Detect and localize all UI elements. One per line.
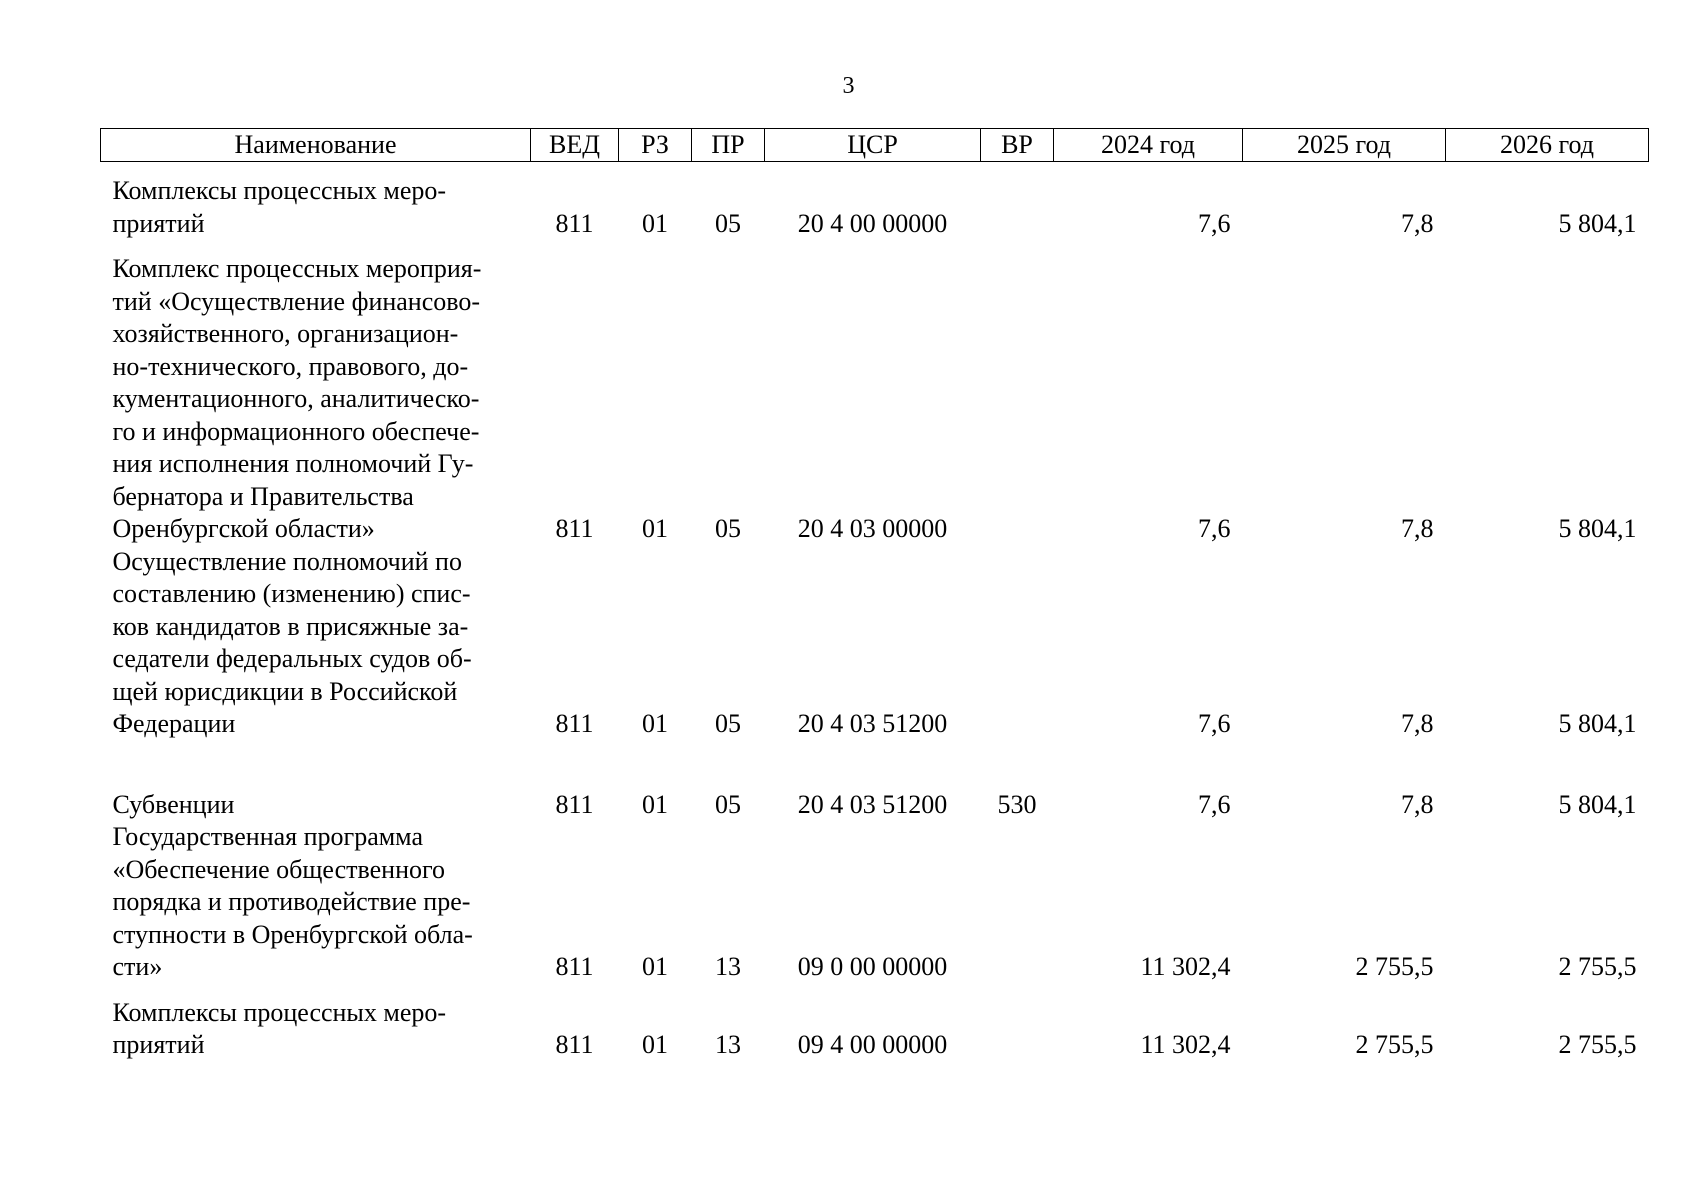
row-name-line: ния исполнения полномочий Гу- [112, 449, 474, 478]
row-ved: 811 [555, 1030, 594, 1059]
row-name-line: Комплексы процессных меро- [112, 997, 447, 1027]
table-row [101, 741, 1649, 822]
row-rz: 01 [642, 208, 668, 238]
row-name-line: приятий [112, 1030, 205, 1059]
row-name [101, 546, 531, 741]
row-2025: 2 755,5 [1355, 1030, 1434, 1059]
row-ved: 811 [555, 514, 594, 543]
row-name-line: Государственная программа [112, 822, 424, 851]
row-name-line: Субвенции [112, 789, 235, 819]
row-2026: 2 755,5 [1558, 952, 1637, 981]
row-2026: 5 804,1 [1558, 789, 1637, 819]
header-pr: ПР [692, 129, 765, 162]
row-2025: 7,8 [1401, 208, 1434, 238]
row-name-line: «Обеспечение общественного [112, 854, 446, 884]
row-2024: 7,6 [1198, 789, 1231, 819]
table-row [101, 984, 1649, 1062]
table-row [101, 240, 1649, 546]
header-2025: 2025 год [1243, 129, 1446, 162]
row-csr: 09 0 00 00000 [797, 952, 948, 981]
row-name [101, 741, 531, 822]
header-csr: ЦСР [765, 129, 981, 162]
header-2024: 2024 год [1054, 129, 1243, 162]
row-name-line: сти» [112, 952, 163, 981]
header-2026: 2026 год [1446, 129, 1649, 162]
row-rz: 01 [642, 709, 668, 738]
row-2026: 5 804,1 [1558, 514, 1637, 543]
page-number: 3 [842, 73, 855, 99]
row-2024: 7,6 [1198, 208, 1231, 238]
row-2024: 11 302,4 [1140, 952, 1231, 981]
row-name-line: приятий [112, 208, 205, 238]
row-name-line: седатели федеральных судов об- [112, 644, 472, 673]
row-vr [981, 162, 1054, 241]
row-name-line: бернатора и Правительства [112, 481, 414, 511]
row-pr: 05 [715, 709, 741, 738]
row-2026: 5 804,1 [1558, 208, 1637, 238]
row-vr [981, 240, 1054, 546]
budget-table [100, 128, 1649, 1062]
row-pr: 05 [715, 789, 741, 819]
row-2025: 7,8 [1401, 709, 1434, 738]
row-pr: 05 [715, 208, 741, 238]
row-2026: 5 804,1 [1558, 709, 1637, 738]
row-name-line: но-технического, правового, до- [112, 351, 469, 381]
row-name-line: хозяйственного, организацион- [112, 319, 459, 348]
row-name-line: Комплекс процессных мероприя- [112, 254, 482, 283]
row-2024: 7,6 [1198, 709, 1231, 738]
row-name [101, 984, 531, 1062]
row-csr: 20 4 00 00000 [797, 208, 948, 238]
row-name-line: составлению (изменению) спис- [112, 579, 471, 608]
row-rz: 01 [642, 789, 668, 819]
row-name-line: тий «Осуществление финансово- [112, 286, 481, 316]
row-name [101, 821, 531, 984]
row-ved: 811 [555, 952, 594, 981]
row-ved: 811 [555, 709, 594, 738]
row-name-line: го и информационного обеспече- [112, 416, 480, 446]
row-vr [981, 821, 1054, 984]
row-name-line: порядка и противодействие пре- [112, 887, 471, 916]
table-header-row [101, 129, 1649, 162]
table-row [101, 162, 1649, 241]
row-name-line: Комплексы процессных меро- [112, 176, 447, 205]
row-name-line: ков кандидатов в присяжные за- [112, 611, 469, 641]
table-row [101, 546, 1649, 741]
header-ved: ВЕД [531, 129, 619, 162]
row-pr: 13 [715, 1030, 741, 1059]
row-ved: 811 [555, 789, 594, 819]
row-2025: 2 755,5 [1355, 952, 1434, 981]
header-rz: РЗ [619, 129, 692, 162]
row-vr [981, 984, 1054, 1062]
row-rz: 01 [642, 952, 668, 981]
row-csr: 20 4 03 00000 [797, 514, 948, 543]
row-2024: 7,6 [1198, 514, 1231, 543]
row-name-line: Оренбургской области» [112, 514, 375, 543]
row-2025: 7,8 [1401, 514, 1434, 543]
row-2025: 7,8 [1401, 789, 1434, 819]
row-rz: 01 [642, 514, 668, 543]
row-name [101, 162, 531, 241]
row-name-line: Осуществление полномочий по [112, 546, 462, 576]
row-name-line: Федерации [112, 709, 236, 738]
row-csr: 20 4 03 51200 [797, 709, 948, 738]
row-name [101, 240, 531, 546]
row-name-line: щей юрисдикции в Российской [112, 676, 458, 706]
row-vr: 530 [997, 789, 1037, 819]
row-csr: 20 4 03 51200 [797, 789, 948, 819]
row-ved: 811 [555, 208, 594, 238]
row-name-line: кументационного, аналитическо- [112, 384, 480, 413]
row-vr [981, 546, 1054, 741]
row-2024: 11 302,4 [1140, 1030, 1231, 1059]
row-rz: 01 [642, 1030, 668, 1059]
row-name-line: ступности в Оренбургской обла- [112, 919, 473, 949]
header-vr: ВР [981, 129, 1054, 162]
header-name: Наименование [101, 129, 531, 162]
row-pr: 05 [715, 514, 741, 543]
row-pr: 13 [715, 952, 741, 981]
row-csr: 09 4 00 00000 [797, 1030, 948, 1059]
table-row [101, 821, 1649, 984]
row-2026: 2 755,5 [1558, 1030, 1637, 1059]
